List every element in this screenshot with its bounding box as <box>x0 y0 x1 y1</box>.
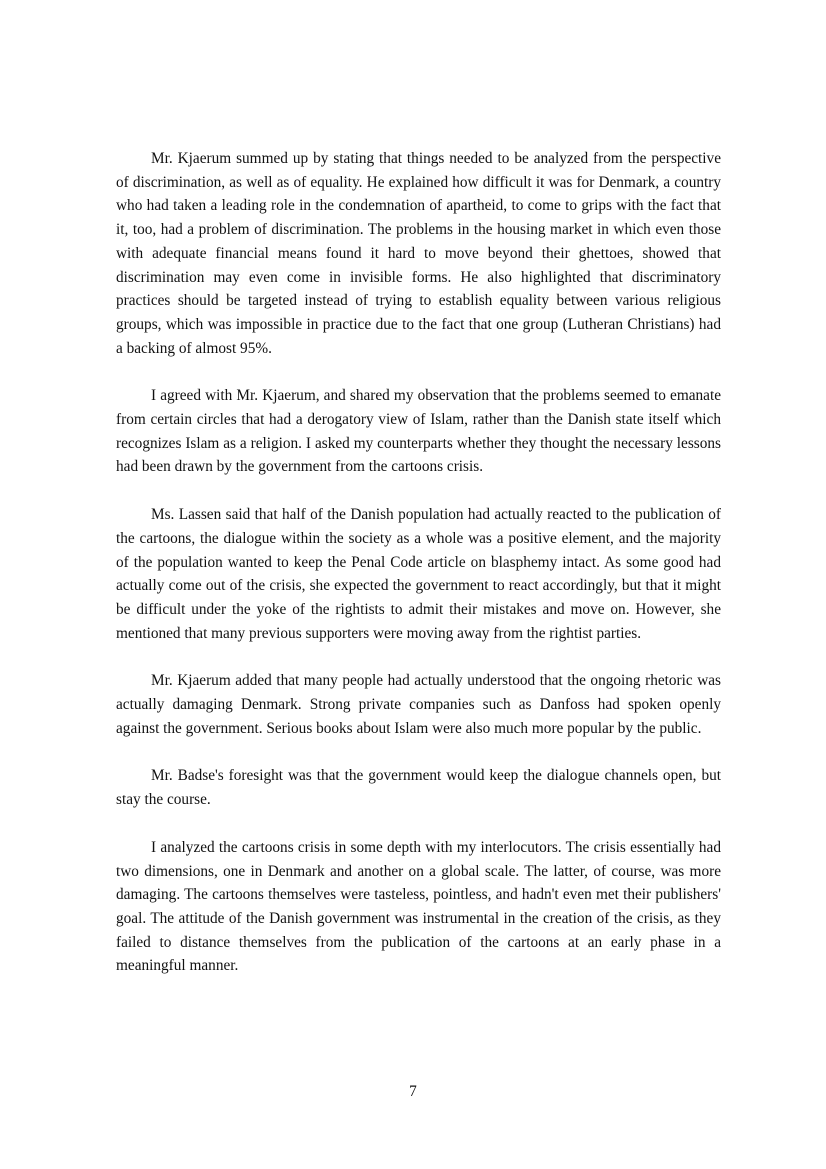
page-number: 7 <box>409 1083 417 1100</box>
paragraph-badse-foresight: Mr. Badse's foresight was that the government would keep the dialogue channels open, but stay the course. <box>116 767 721 809</box>
paragraph-author-agreement: I agreed with Mr. Kjaerum, and shared my observation that the problems seemed to emanate from certain circles that had a derogatory view of Islam, rather than the Danish state itself which recognizes Islam as a religion. I asked my counterparts whether they thought the necessary lessons had been drawn by the government from the cartoons crisis. <box>116 387 721 476</box>
paragraph-kjaerum-summary: Mr. Kjaerum summed up by stating that things needed to be analyzed from the perspective of discrimination, as well as of equality. He explained how difficult it was for Denmark, a country who had taken a leading role in the condemnation of apartheid, to come to grips with the fact that it, too, had a problem of discrimination. The problems in the housing market in which even those with adequate financial means found it hard to move beyond their ghettoes, showed that discrimination may even come in invisible forms. He also highlighted that discriminatory practices should be targeted instead of trying to establish equality between various religious groups, which was impossible in practice due to the fact that one group (Lutheran Christians) had a backing of almost 95%. <box>116 150 721 357</box>
document-body <box>116 147 721 1002</box>
paragraph-kjaerum-addition: Mr. Kjaerum added that many people had actually understood that the ongoing rhetoric was actually damaging Denmark. Strong private companies such as Danfoss had spoken openly against the government. Serious books about Islam were also much more popular by the public. <box>116 672 721 737</box>
paragraph-lassen-response: Ms. Lassen said that half of the Danish population had actually reacted to the publication of the cartoons, the dialogue within the society as a whole was a positive element, and the majority of the population wanted to keep the Penal Code article on blasphemy intact. As some good had actually come out of the crisis, she expected the government to react accordingly, but that it might be difficult under the yoke of the rightists to admit their mistakes and move on. However, she mentioned that many previous supporters were moving away from the rightist parties. <box>116 506 721 642</box>
paragraph-cartoons-analysis: I analyzed the cartoons crisis in some depth with my interlocutors. The crisis essentially had two dimensions, one in Denmark and another on a global scale. The latter, of course, was more damaging. The cartoons themselves were tasteless, pointless, and hadn't even met their publishers' goal. The attitude of the Danish government was instrumental in the creation of the crisis, as they failed to distance themselves from the publication of the cartoons at an early phase in a meaningful manner. <box>116 838 721 975</box>
